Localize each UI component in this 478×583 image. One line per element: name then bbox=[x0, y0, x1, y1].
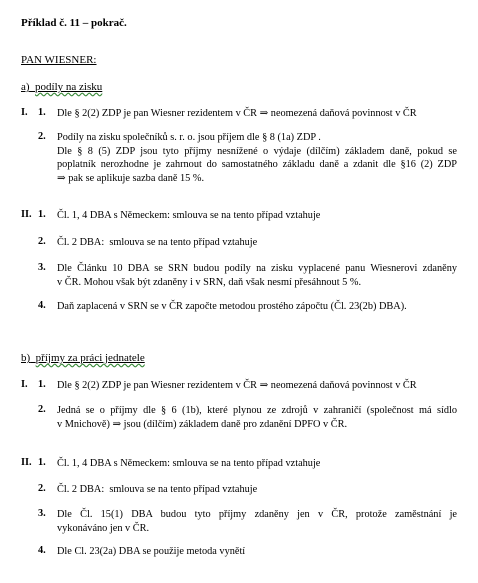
section-a-title: podíly na zisku bbox=[35, 81, 103, 93]
item-number: 2. bbox=[38, 404, 46, 415]
item-line: Daň zaplacená v SRN se v ČR započte metodou prostého zápočtu (Čl. 23(2b) DBA). bbox=[57, 301, 407, 312]
item-number: 2. bbox=[38, 236, 46, 247]
list-item bbox=[57, 379, 417, 393]
person-heading: PAN WIESNER: bbox=[21, 54, 97, 66]
item-line: v ČR. Mohou však být zdaněny i v SRN, daň však nesmí přesáhnout 5 %. bbox=[57, 276, 362, 288]
roman-numeral: I. bbox=[21, 107, 28, 118]
page-title: Příklad č. 11 – pokrač. bbox=[21, 17, 127, 29]
list-item bbox=[57, 508, 457, 535]
item-line: Dle Cl. 23(2a) DBA se použije metoda vynětí bbox=[57, 546, 246, 557]
list-item bbox=[57, 262, 457, 289]
item-number: 1. bbox=[38, 209, 46, 220]
item-line: Čl. 2 DBA: smlouva se na tento případ vztahuje bbox=[57, 237, 258, 248]
item-line: Dle Čl. 15(1) DBA budou tyto příjmy zdaněny jen v ČR, protože zaměstnání je bbox=[57, 509, 457, 520]
list-item bbox=[57, 404, 457, 431]
item-number: 1. bbox=[38, 379, 46, 390]
item-number: 1. bbox=[38, 107, 46, 118]
item-number: 4. bbox=[38, 545, 46, 556]
section-b-title: příjmy za práci jednatele bbox=[35, 352, 145, 364]
item-number: 3. bbox=[38, 262, 46, 273]
list-item bbox=[57, 483, 257, 497]
item-number: 2. bbox=[38, 483, 46, 494]
item-number: 2. bbox=[38, 131, 46, 142]
section-b-prefix: b) bbox=[21, 352, 31, 364]
item-line: poplatník nerozhodne je zahrnout do samostatného základu daně a zdanit dle §16 (2) ZDP bbox=[57, 159, 457, 170]
item-line: Dle § 8 (5) ZDP jsou tyto příjmy nesnížené o výdaje (dílčím) základem daně, pokud se bbox=[57, 145, 457, 157]
item-line: ⇒ pak se aplikuje sazba daně 15 %. bbox=[57, 172, 205, 184]
section-a-prefix: a) bbox=[21, 81, 30, 93]
roman-numeral: I. bbox=[21, 379, 28, 390]
item-line: Jedná se o příjmy dle § 6 (1b), které plynou ze zdrojů v zahraničí (společnost má sídlo bbox=[57, 405, 457, 416]
list-item bbox=[57, 209, 320, 223]
item-line: vykonáváno jen v ČR. bbox=[57, 522, 150, 534]
list-item bbox=[57, 236, 257, 250]
item-number: 4. bbox=[38, 300, 46, 311]
item-line: Dle § 2(2) ZDP je pan Wiesner rezidentem v ČR ⇒ neomezená daňová povinnost v ČR bbox=[57, 380, 417, 391]
list-item bbox=[57, 300, 407, 314]
item-line: Čl. 1, 4 DBA s Německem: smlouva se na tento případ vztahuje bbox=[57, 210, 321, 221]
roman-numeral: II. bbox=[21, 457, 32, 468]
section-b-heading bbox=[21, 352, 145, 364]
section-a-heading bbox=[21, 81, 102, 93]
list-item bbox=[57, 131, 457, 185]
list-item bbox=[57, 545, 245, 559]
item-number: 1. bbox=[38, 457, 46, 468]
item-line: Dle § 2(2) ZDP je pan Wiesner rezidentem v ČR ⇒ neomezená daňová povinnost v ČR bbox=[57, 108, 417, 119]
list-item bbox=[57, 107, 417, 121]
item-line: v Mnichově) ⇒ jsou (dílčím) základem daně pro zdanění DPFO v ČR. bbox=[57, 418, 348, 430]
item-line: Podíly na zisku společníků s. r. o. jsou příjem dle § 8 (1a) ZDP . bbox=[57, 132, 321, 143]
item-line: Dle Článku 10 DBA se SRN budou podíly na zisku vyplacené panu Wiesnerovi zdaněny bbox=[57, 263, 457, 274]
item-line: Čl. 2 DBA: smlouva se na tento případ vztahuje bbox=[57, 484, 258, 495]
item-number: 3. bbox=[38, 508, 46, 519]
list-item bbox=[57, 457, 320, 471]
item-line: Čl. 1, 4 DBA s Německem: smlouva se na tento případ vztahuje bbox=[57, 458, 321, 469]
roman-numeral: II. bbox=[21, 209, 32, 220]
